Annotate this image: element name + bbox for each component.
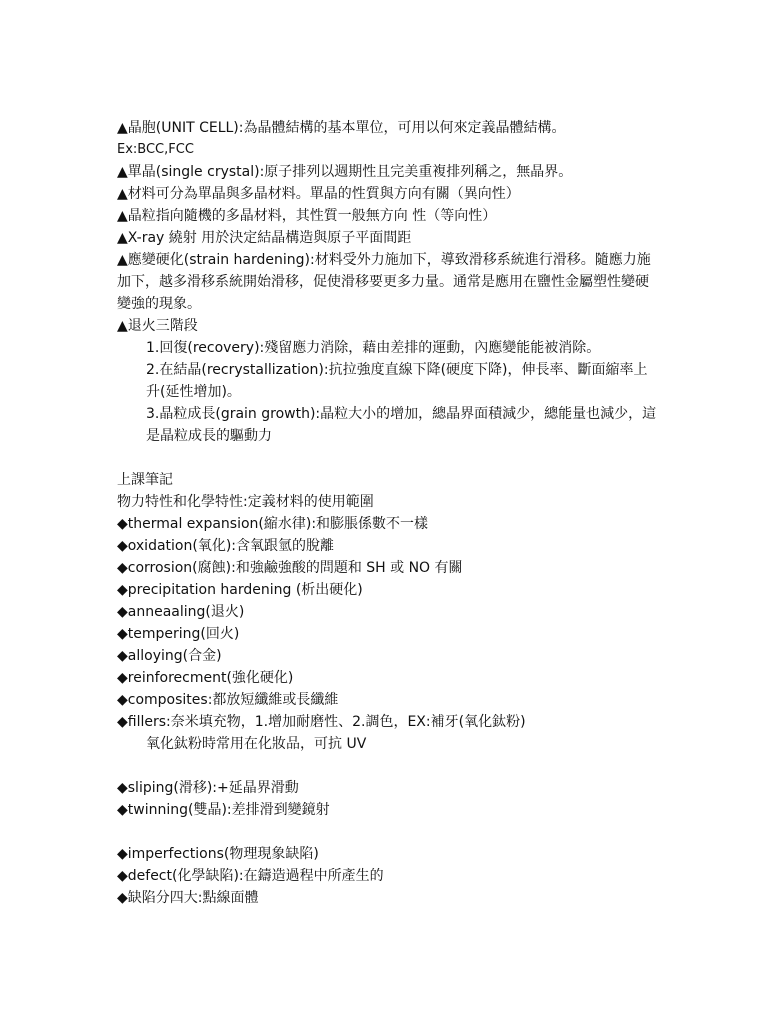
text-line-xray: ▲X-ray 繞射 用於決定結晶構造與原子平面間距 bbox=[117, 230, 412, 246]
text-line-properties: 物力特性和化學特性:定義材料的使用範圍 bbox=[117, 494, 374, 510]
text-line-material-types: ▲材料可分為單晶與多晶材料。單晶的性質與方向有關（異向性） bbox=[117, 186, 520, 202]
section-heading-notes: 上課筆記 bbox=[117, 472, 173, 488]
list-item-twinning: ◆twinning(雙晶):差排滑到變鏡射 bbox=[117, 802, 330, 818]
list-item-corrosion: ◆corrosion(腐蝕):和強鹼強酸的問題和 SH 或 NO 有關 bbox=[117, 560, 463, 576]
text-line-recovery: 1.回復(recovery):殘留應力消除，藉由差排的運動，內應變能能被消除。 bbox=[146, 340, 601, 356]
list-item-defect-categories: ◆缺陷分四大:點線面體 bbox=[117, 890, 259, 906]
list-item-reinforcement: ◆reinforecment(強化硬化) bbox=[117, 670, 294, 686]
text-line-polycrystal: ▲晶粒指向隨機的多晶材料，其性質一般無方向 性（等向性） bbox=[117, 208, 497, 224]
list-item-sliping: ◆sliping(滑移):+延晶界滑動 bbox=[117, 780, 299, 796]
list-item-imperfections: ◆imperfections(物理現象缺陷) bbox=[117, 846, 319, 862]
text-paragraph-recrystallization: 2.在結晶(recrystallization):抗拉強度直線下降(硬度下降)，伸長率、斷面縮率上升(延性增加)。 bbox=[146, 362, 648, 400]
list-item-annealing: ◆anneaaling(退火) bbox=[117, 604, 245, 620]
list-item-thermal-expansion: ◆thermal expansion(縮水律):和膨脹係數不一樣 bbox=[117, 516, 429, 532]
list-item-oxidation: ◆oxidation(氧化):含氧跟氫的脫離 bbox=[117, 538, 334, 554]
blank-line bbox=[117, 821, 657, 843]
list-item-tempering: ◆tempering(回火) bbox=[117, 626, 240, 642]
text-line-annealing-stages: ▲退火三階段 bbox=[117, 318, 198, 334]
text-line-ex-bcc-fcc: Ex:BCC,FCC bbox=[117, 142, 194, 157]
text-paragraph-strain-hardening: ▲應變硬化(strain hardening):材料受外力施加下，導致滑移系統進行滑移。隨應力施加下，越多滑移系統開始滑移，促使滑移要更多力量。通常是應用在鹽性金屬塑性變硬變強的現象。 bbox=[117, 252, 651, 312]
text-paragraph-grain-growth: 3.晶粒成長(grain growth):晶粒大小的增加，總晶界面積減少，總能量也減少，這是晶粒成長的驅動力 bbox=[146, 406, 657, 444]
text-line-titanium-oxide: 氧化鈦粉時常用在化妝品，可抗 UV bbox=[146, 736, 367, 752]
text-line-single-crystal: ▲單晶(single crystal):原子排列以週期性且完美重複排列稱之，無晶界。 bbox=[117, 164, 573, 180]
blank-line bbox=[117, 755, 657, 777]
document-page bbox=[117, 117, 657, 909]
list-item-fillers: ◆fillers:奈米填充物，1.增加耐磨性、2.調色，EX:補牙(氧化鈦粉) bbox=[117, 714, 526, 730]
list-item-defect: ◆defect(化學缺陷):在鑄造過程中所產生的 bbox=[117, 868, 384, 884]
list-item-precipitation-hardening: ◆precipitation hardening (析出硬化) bbox=[117, 582, 363, 598]
list-item-alloying: ◆alloying(合金) bbox=[117, 648, 222, 664]
text-line-unit-cell: ▲晶胞(UNIT CELL):為晶體結構的基本單位，可用以何來定義晶體結構。 bbox=[117, 120, 566, 136]
list-item-composites: ◆composites:都放短纖維或長纖維 bbox=[117, 692, 339, 708]
blank-line bbox=[117, 447, 657, 469]
